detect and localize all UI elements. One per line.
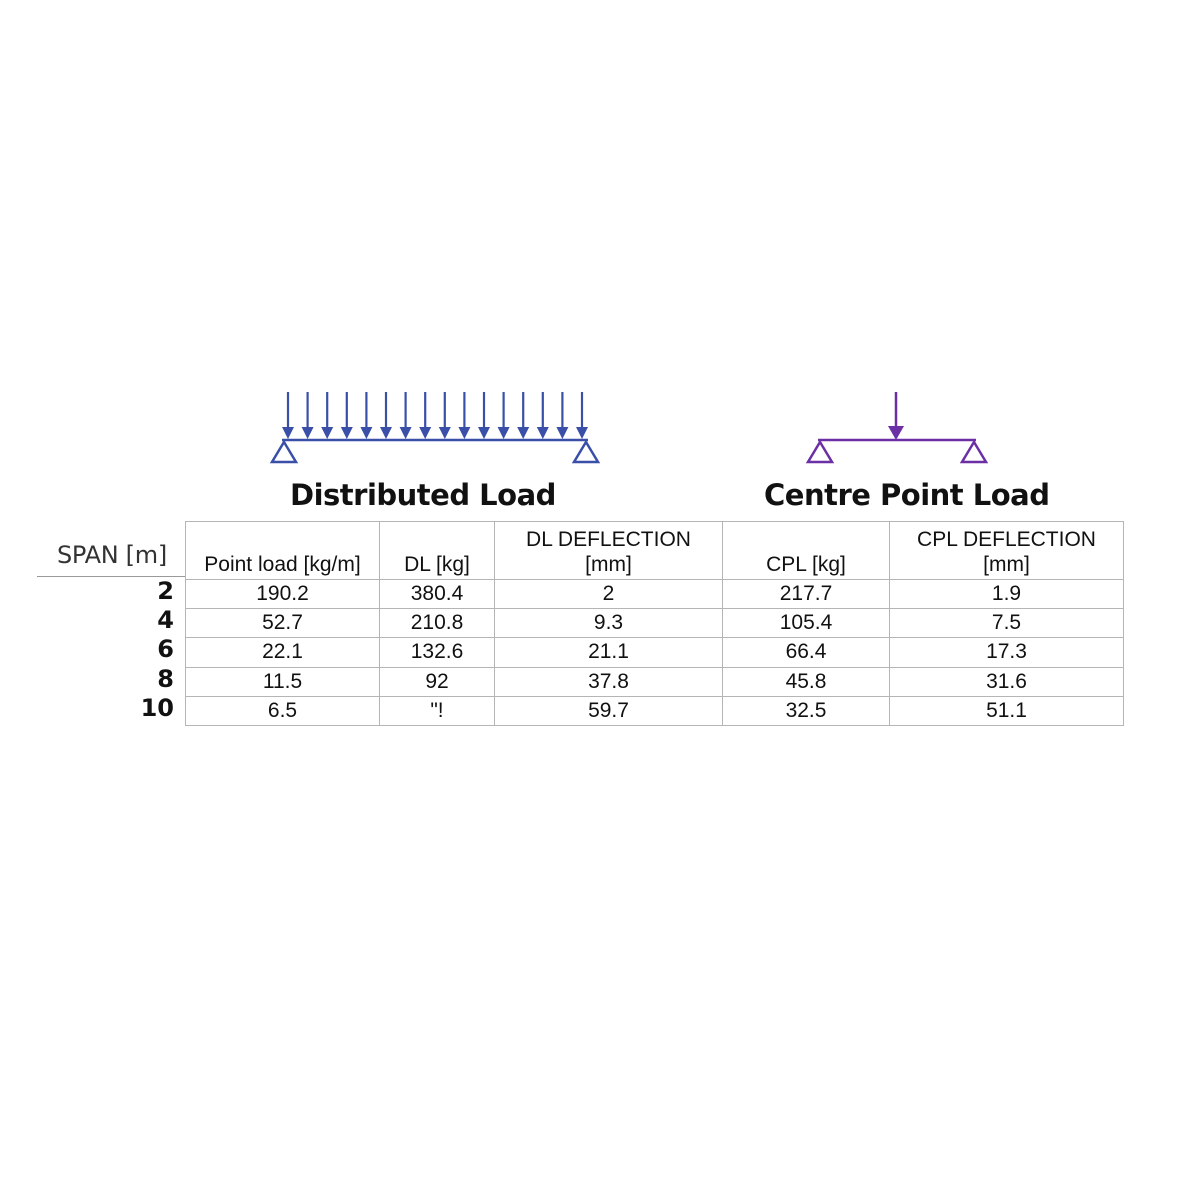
table-cell: 9.3 bbox=[495, 609, 723, 638]
load-arrow-icon bbox=[556, 427, 568, 439]
distributed-load-title: Distributed Load bbox=[290, 478, 556, 512]
table-row bbox=[186, 667, 1124, 696]
load-arrow-icon bbox=[498, 427, 510, 439]
table-cell: 32.5 bbox=[723, 696, 890, 725]
table-cell: 22.1 bbox=[186, 638, 380, 667]
table-cell: 7.5 bbox=[890, 609, 1124, 638]
span-value: 2 bbox=[157, 577, 174, 605]
table-cell: 132.6 bbox=[380, 638, 495, 667]
load-arrow-icon bbox=[380, 427, 392, 439]
table-cell: 210.8 bbox=[380, 609, 495, 638]
load-arrow-icon bbox=[302, 427, 314, 439]
distributed-load-arrows bbox=[282, 392, 588, 439]
left-support-icon bbox=[808, 442, 832, 462]
distributed-load-diagram bbox=[262, 386, 608, 466]
header-cpl-deflection: CPL DEFLECTION [mm] bbox=[890, 522, 1124, 580]
header-cpl: CPL [kg] bbox=[723, 522, 890, 580]
load-arrow-icon bbox=[321, 427, 333, 439]
table-cell: 217.7 bbox=[723, 580, 890, 609]
table-cell: 92 bbox=[380, 667, 495, 696]
span-value: 8 bbox=[157, 664, 174, 693]
table-cell: 45.8 bbox=[723, 667, 890, 696]
table-row bbox=[186, 638, 1124, 667]
table-row bbox=[186, 696, 1124, 725]
load-arrow-icon bbox=[360, 427, 372, 439]
span-column-label: SPAN [m] bbox=[57, 541, 167, 569]
span-value: 6 bbox=[157, 635, 174, 664]
left-support-icon bbox=[272, 442, 296, 462]
load-arrow-icon bbox=[576, 427, 588, 439]
span-values-column bbox=[110, 577, 174, 723]
right-support-icon bbox=[962, 442, 986, 462]
centre-point-load-diagram bbox=[800, 386, 996, 466]
table-header-row bbox=[186, 522, 1124, 580]
table-cell: 380.4 bbox=[380, 580, 495, 609]
load-arrow-icon bbox=[458, 427, 470, 439]
table-cell: 190.2 bbox=[186, 580, 380, 609]
table-cell: 11.5 bbox=[186, 667, 380, 696]
table-row bbox=[186, 609, 1124, 638]
table-cell: 66.4 bbox=[723, 638, 890, 667]
table-cell: 21.1 bbox=[495, 638, 723, 667]
header-dl: DL [kg] bbox=[380, 522, 495, 580]
load-arrow-icon bbox=[517, 427, 529, 439]
load-arrow-icon bbox=[478, 427, 490, 439]
point-load-arrow-icon bbox=[888, 426, 904, 440]
table-cell: 17.3 bbox=[890, 638, 1124, 667]
load-arrow-icon bbox=[439, 427, 451, 439]
header-dl-deflection: DL DEFLECTION [mm] bbox=[495, 522, 723, 580]
table-cell: 2 bbox=[495, 580, 723, 609]
load-arrow-icon bbox=[282, 427, 294, 439]
span-value: 4 bbox=[157, 606, 174, 635]
table-cell: 51.1 bbox=[890, 696, 1124, 725]
table-cell: 52.7 bbox=[186, 609, 380, 638]
load-arrow-icon bbox=[419, 427, 431, 439]
load-table bbox=[185, 521, 1124, 726]
table-cell: 37.8 bbox=[495, 667, 723, 696]
load-arrow-icon bbox=[537, 427, 549, 439]
table-cell: 105.4 bbox=[723, 609, 890, 638]
table-cell: 31.6 bbox=[890, 667, 1124, 696]
load-arrow-icon bbox=[341, 427, 353, 439]
header-point-load: Point load [kg/m] bbox=[186, 522, 380, 580]
span-value: 10 bbox=[140, 693, 174, 722]
table-cell: 59.7 bbox=[495, 696, 723, 725]
table-cell: 1.9 bbox=[890, 580, 1124, 609]
table-cell: "! bbox=[380, 696, 495, 725]
right-support-icon bbox=[574, 442, 598, 462]
table-row bbox=[186, 580, 1124, 609]
centre-point-load-title: Centre Point Load bbox=[764, 478, 1050, 512]
table-cell: 6.5 bbox=[186, 696, 380, 725]
load-arrow-icon bbox=[400, 427, 412, 439]
